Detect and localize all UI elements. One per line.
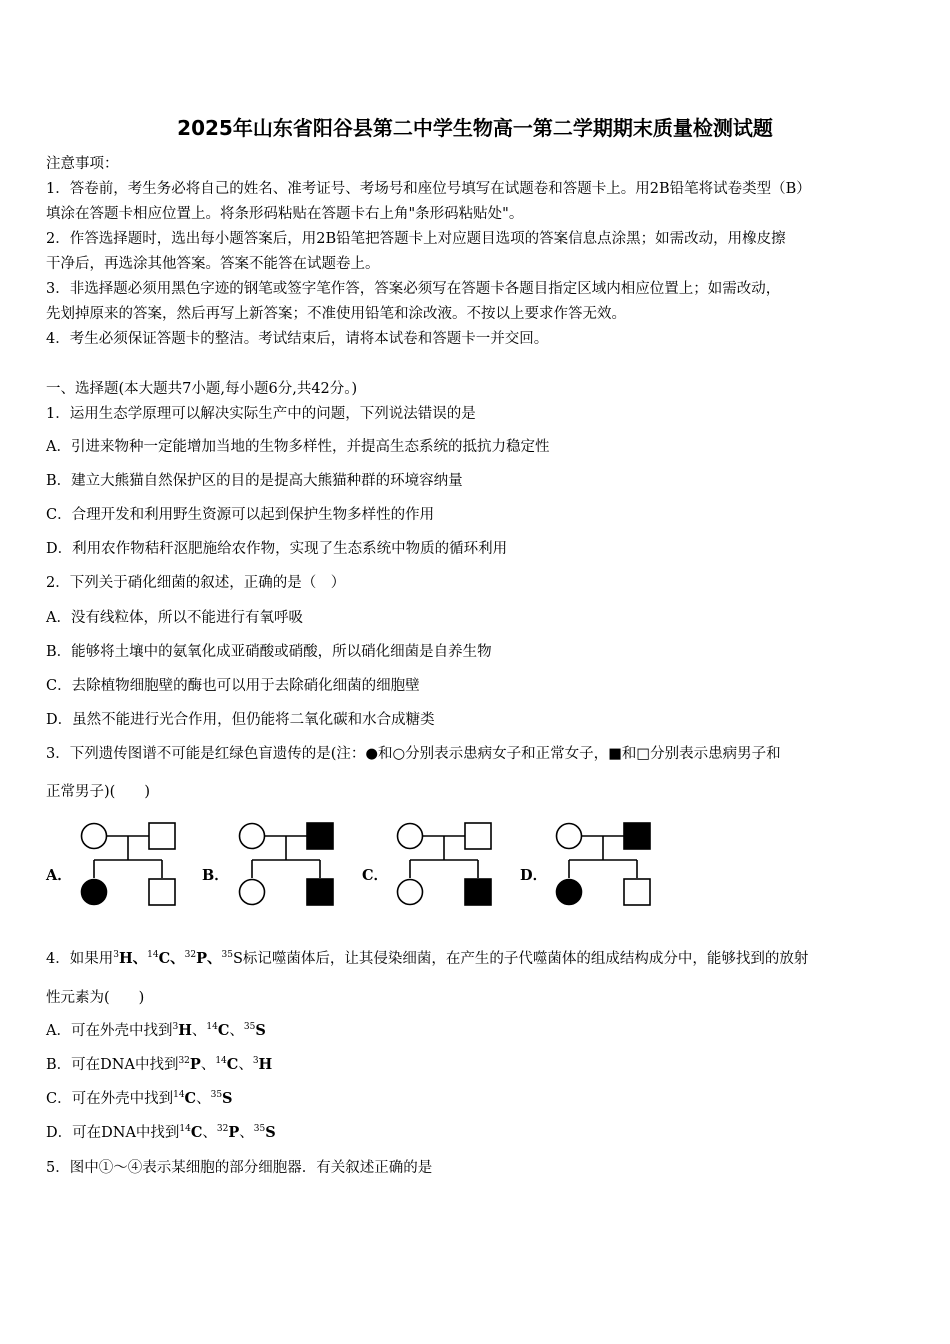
pedigree-label-d: D． bbox=[520, 867, 548, 884]
normal-male-icon bbox=[465, 823, 491, 849]
page-title: 2025年山东省阳谷县第二中学生物高一第二学期期末质量检测试题 bbox=[177, 116, 773, 140]
affected-male-icon bbox=[465, 879, 491, 905]
q2-option-b: B．能够将土壤中的氨氧化成亚硝酸或硝酸，所以硝化细菌是自养生物 bbox=[46, 644, 492, 660]
normal-female-icon bbox=[557, 824, 582, 849]
q1-option-b: B．建立大熊猫自然保护区的目的是提高大熊猫种群的环境容纳量 bbox=[46, 473, 463, 489]
q4-option-c: C．可在外壳中找到$^{14}$C、$^{35}$S bbox=[46, 1090, 233, 1107]
notice-line: 先划掉原来的答案，然后再写上新答案；不准使用铅笔和涂改液。不按以上要求作答无效。 bbox=[46, 306, 626, 322]
normal-female-icon bbox=[240, 880, 265, 905]
question-3-stem-cont: 正常男子)( ) bbox=[46, 784, 150, 800]
notice-line: 1．答卷前，考生务必将自己的姓名、准考证号、考场号和座位号填写在试题卷和答题卡上。用2B铅笔将试卷类型（B） bbox=[46, 181, 811, 197]
normal-female-icon bbox=[240, 824, 265, 849]
normal-male-icon bbox=[149, 823, 175, 849]
section-heading: 一、选择题(本大题共7小题,每小题6分,共42分。) bbox=[46, 381, 358, 397]
question-3-stem: 3．下列遗传图谱不可能是红绿色盲遗传的是(注：●和○分别表示患病女子和正常女子，■和□分别表示患病男子和 bbox=[46, 746, 781, 762]
notice-line: 干净后，再选涂其他答案。答案不能答在试题卷上。 bbox=[46, 256, 380, 272]
pedigree-c bbox=[394, 818, 498, 912]
notice-line: 2．作答选择题时，选出每小题答案后，用2B铅笔把答题卡上对应题目选项的答案信息点涂黑；如需改动，用橡皮擦 bbox=[46, 231, 786, 247]
pedigree-label-a: A． bbox=[46, 867, 72, 884]
affected-female-icon bbox=[82, 880, 107, 905]
question-1-stem: 1．运用生态学原理可以解决实际生产中的问题，下列说法错误的是 bbox=[46, 406, 476, 422]
q1-option-a: A．引进来物种一定能增加当地的生物多样性，并提高生态系统的抵抗力稳定性 bbox=[46, 439, 550, 455]
pedigree-d bbox=[553, 818, 657, 912]
q4-option-a: A．可在外壳中找到$^3$H、$^{14}$C、$^{35}$S bbox=[46, 1022, 266, 1039]
normal-female-icon bbox=[398, 880, 423, 905]
affected-male-icon bbox=[624, 823, 650, 849]
q1-option-c: C．合理开发和利用野生资源可以起到保护生物多样性的作用 bbox=[46, 507, 435, 523]
affected-male-icon bbox=[307, 823, 333, 849]
affected-female-icon bbox=[557, 880, 582, 905]
question-4-stem-cont: 性元素为( ) bbox=[46, 990, 145, 1006]
q4-option-d: D．可在DNA中找到$^{14}$C、$^{32}$P、$^{35}$S bbox=[46, 1124, 276, 1141]
pedigree-b bbox=[236, 818, 340, 912]
normal-female-icon bbox=[82, 824, 107, 849]
question-5-stem: 5．图中①～④表示某细胞的部分细胞器．有关叙述正确的是 bbox=[46, 1160, 433, 1176]
q2-option-c: C．去除植物细胞壁的酶也可以用于去除硝化细菌的细胞壁 bbox=[46, 678, 420, 694]
affected-male-icon bbox=[307, 879, 333, 905]
notice-line: 填涂在答题卡相应位置上。将条形码粘贴在答题卡右上角"条形码粘贴处"。 bbox=[46, 206, 524, 222]
pedigree-a bbox=[78, 818, 182, 912]
normal-male-icon bbox=[624, 879, 650, 905]
q4-option-b: B．可在DNA中找到$^{32}$P、$^{14}$C、$^3$H bbox=[46, 1056, 273, 1073]
q1-option-d: D．利用农作物秸秆沤肥施给农作物，实现了生态系统中物质的循环利用 bbox=[46, 541, 508, 557]
normal-male-icon bbox=[149, 879, 175, 905]
notice-line: 3．非选择题必须用黑色字迹的钢笔或签字笔作答，答案必须写在答题卡各题目指定区域内相应位置上；如需改动， bbox=[46, 281, 781, 297]
q2-option-d: D．虽然不能进行光合作用，但仍能将二氧化碳和水合成糖类 bbox=[46, 712, 435, 728]
q2-option-a: A．没有线粒体，所以不能进行有氧呼吸 bbox=[46, 610, 303, 626]
question-2-stem: 2．下列关于硝化细菌的叙述，正确的是（ ） bbox=[46, 575, 346, 591]
pedigree-label-b: B． bbox=[202, 867, 229, 884]
pedigree-label-c: C． bbox=[362, 867, 389, 884]
normal-female-icon bbox=[398, 824, 423, 849]
question-4-stem: 4．如果用$^3$H、$^{14}$C、$^{32}$P、$^{35}$S标记噬菌体后，让其侵染细菌，在产生的子代噬菌体的组成结构成分中，能够找到的放射 bbox=[46, 950, 809, 967]
notice-heading: 注意事项： bbox=[46, 156, 119, 172]
notice-line: 4．考生必须保证答题卡的整洁。考试结束后，请将本试卷和答题卡一并交回。 bbox=[46, 331, 549, 347]
